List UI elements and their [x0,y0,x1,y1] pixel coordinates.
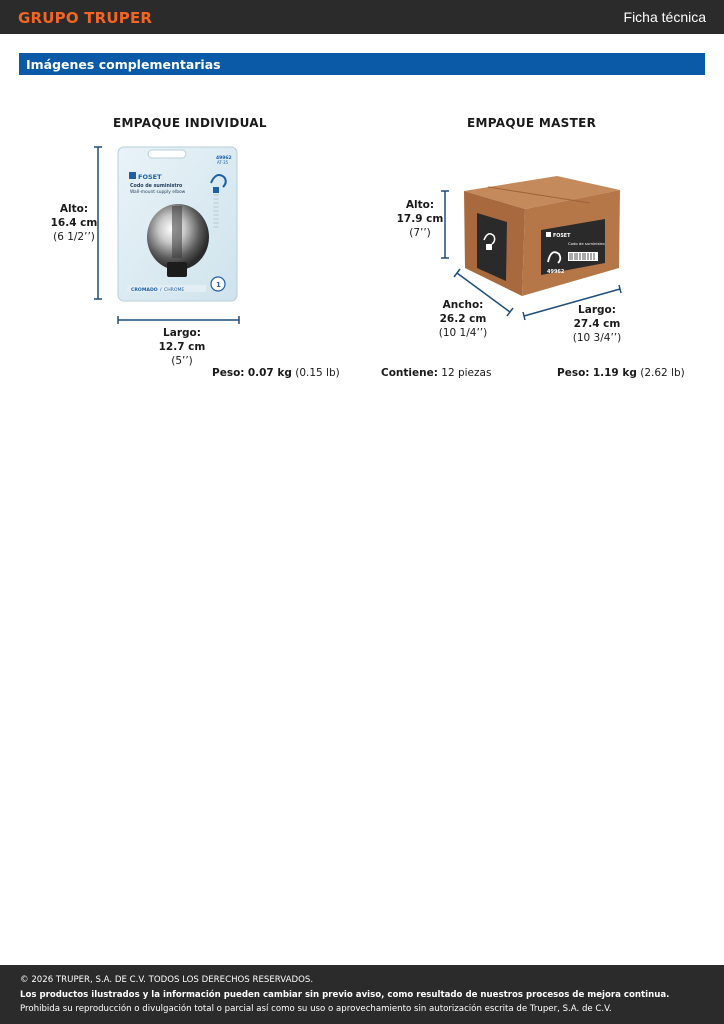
package-qty: 1 [216,281,221,289]
footer-copyright: © 2026 TRUPER, S.A. DE C.V. TODOS LOS DERECHOS RESERVADOS. [20,975,314,985]
document-type: Ficha técnica [623,9,706,25]
svg-text:/: / [160,288,162,293]
individual-package-heading: EMPAQUE INDIVIDUAL [113,116,267,130]
master-package-heading: EMPAQUE MASTER [467,116,597,130]
footer-notice: Los productos ilustrados y la información pueden cambiar sin previo aviso, como resultado de nuestros procesos de mejora continua. [20,990,670,1000]
individual-package-image [118,147,237,301]
individual-weight: Peso: 0.07 kg (0.15 lb) [212,367,340,379]
master-length-label: Largo: 27.4 cm (10 3/4’’) [572,304,622,344]
truper-logo: GRUPO TRUPER [18,9,153,27]
individual-height-label: Alto: 16.4 cm (6 1/2’’) [50,203,98,243]
package-name-en: Wall-mount supply elbow [130,190,186,195]
package-finish-es: CROMADO [131,288,158,293]
master-weight: Peso: 1.19 kg (2.62 lb) [557,367,685,379]
individual-length-label: Largo: 12.7 cm (5’’) [158,327,206,367]
section-title: Imágenes complementarias [26,57,221,72]
package-brand: FOSET [138,173,162,181]
box-name-es: Codo de suministro [568,241,605,246]
box-code: 49962 [547,269,565,275]
package-finish-en: CHROME [164,288,185,293]
package-name-es: Codo de suministro [130,184,183,189]
box-brand: FOSET [553,234,571,239]
master-contents: Contiene: 12 piezas [381,367,492,379]
master-height-label: Alto: 17.9 cm (7’’) [396,199,444,239]
footer-legal: Prohibida su reproducción o divulgación total o parcial así como su uso o aprovechamiento sin autorización escrita de Truper, S.A. de C.V. [20,1004,612,1014]
master-box-image [464,176,620,296]
package-code: 49962 [216,156,232,161]
package-sku: AT-35 [217,160,229,165]
footer [0,965,724,1024]
master-width-label: Ancho: 26.2 cm (10 1/4’’) [438,299,488,339]
